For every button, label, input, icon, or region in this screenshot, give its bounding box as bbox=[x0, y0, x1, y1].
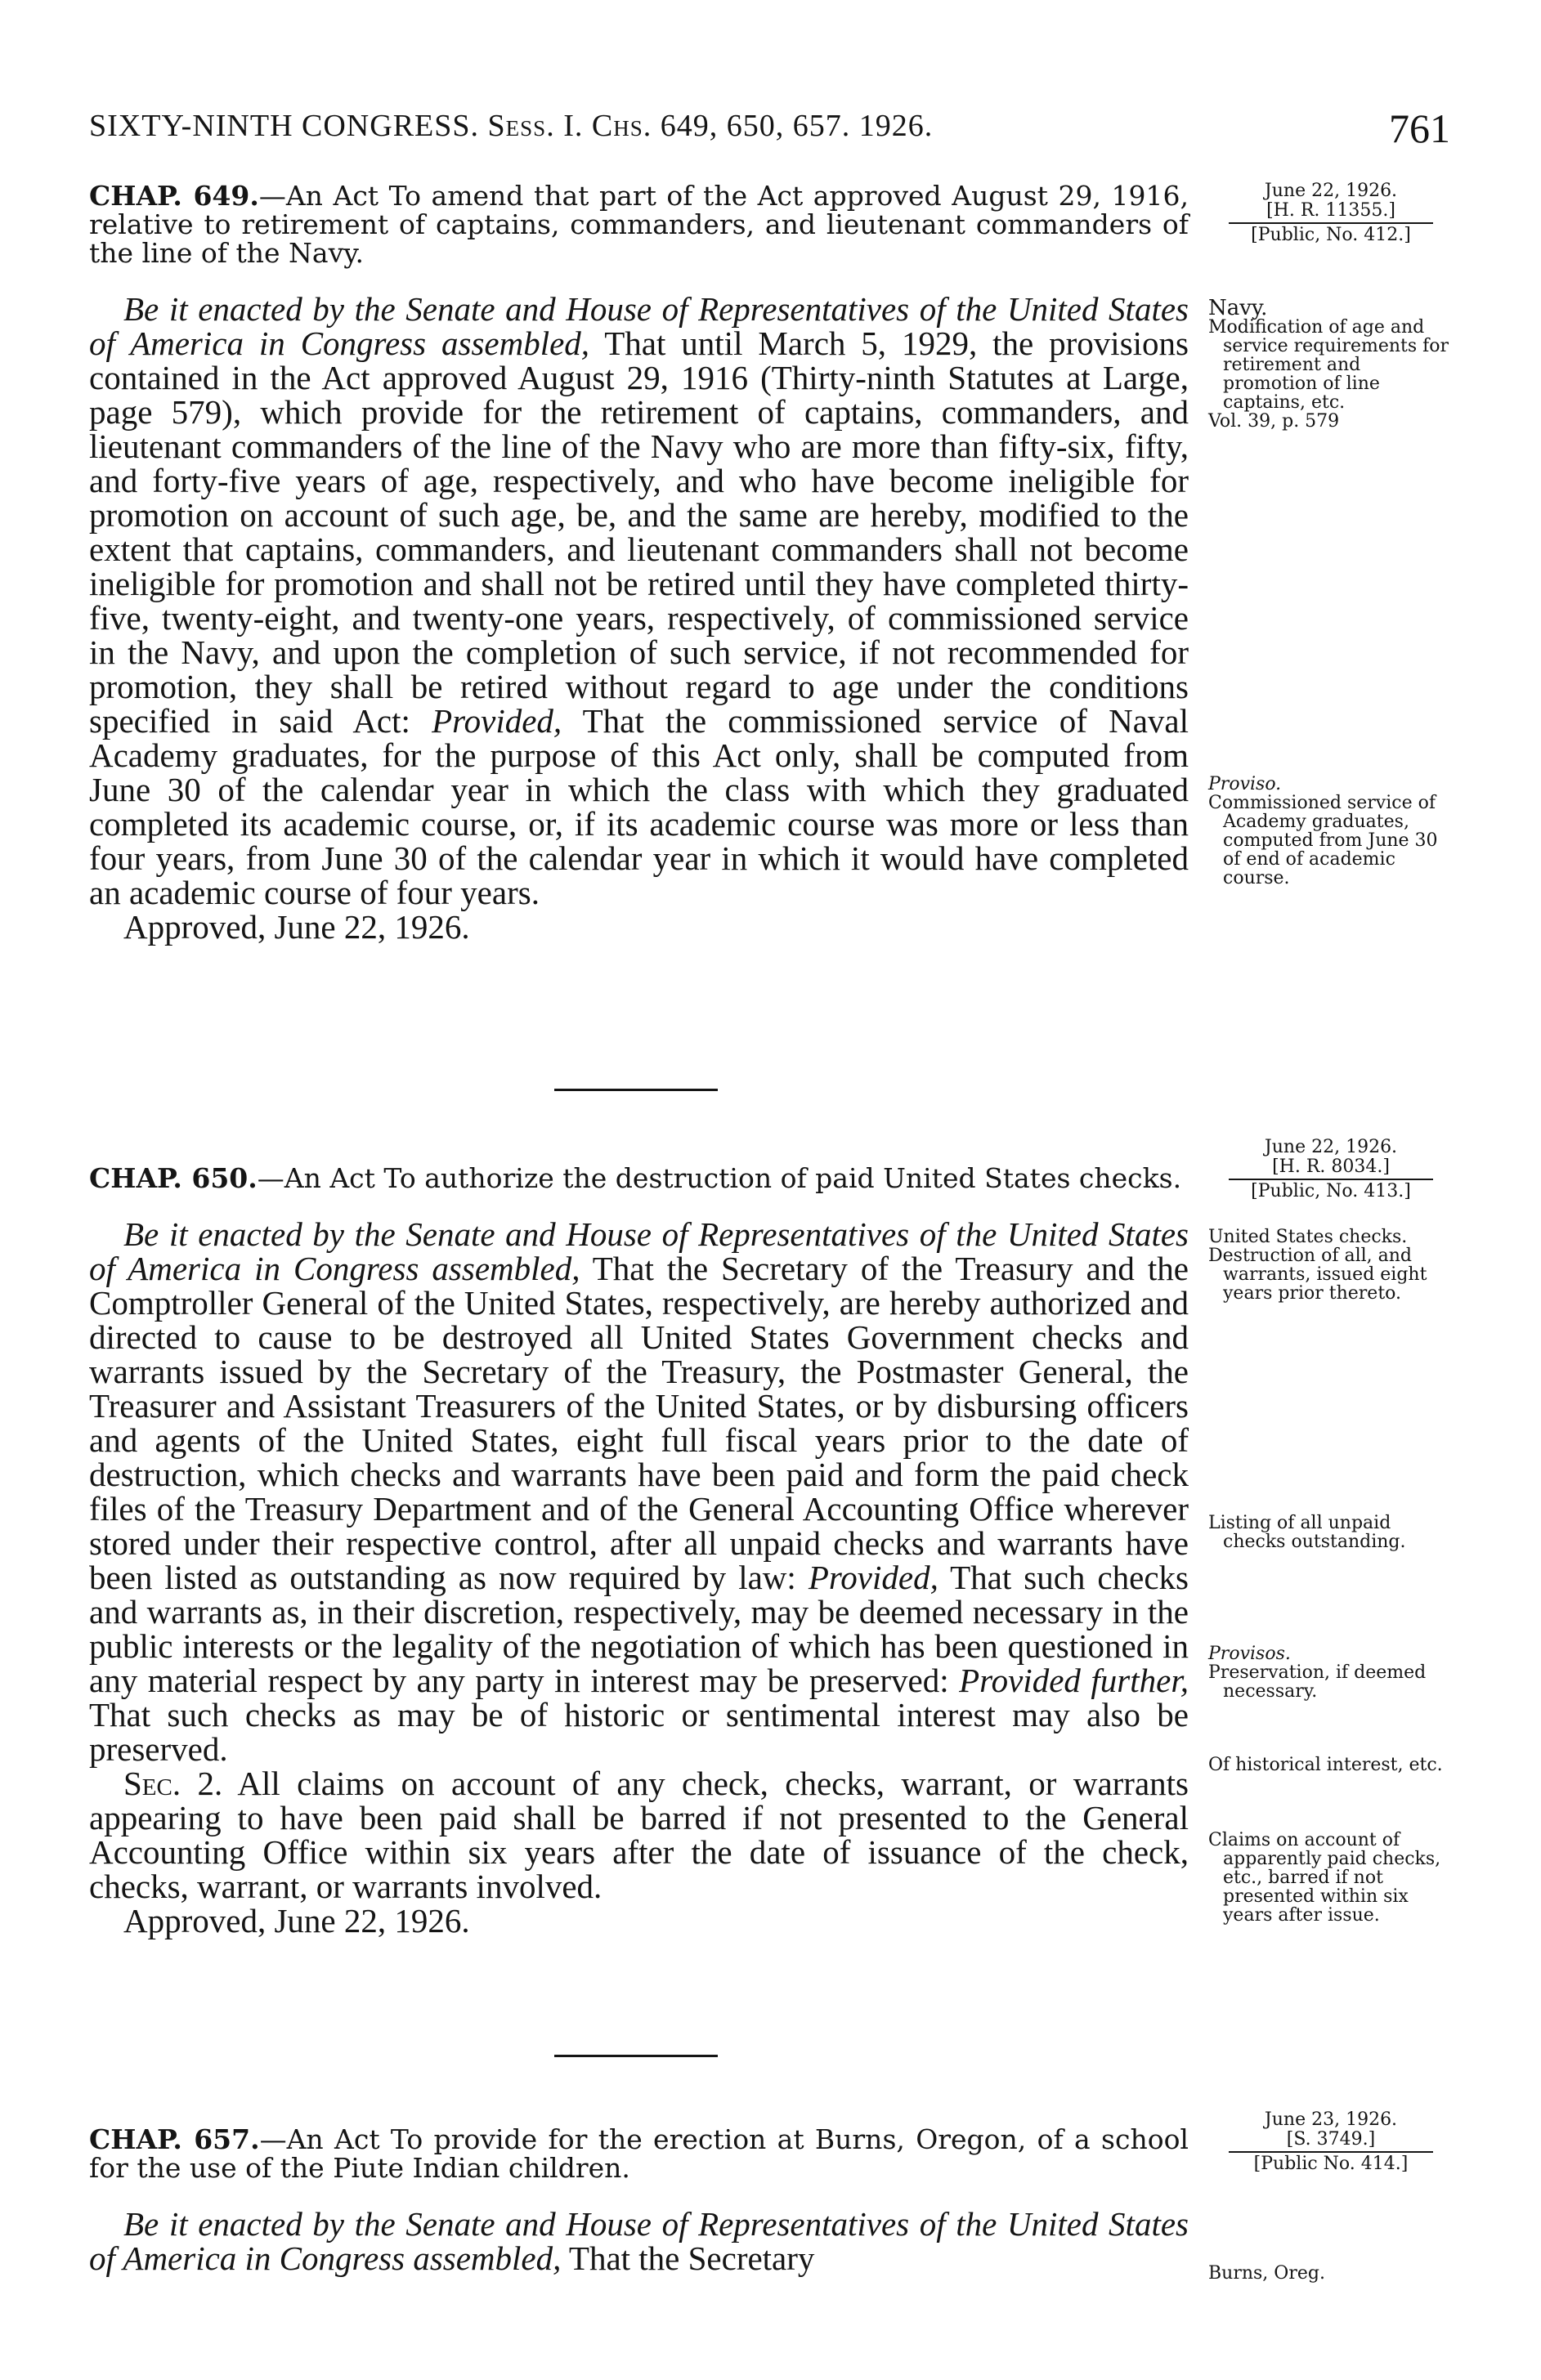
chap-657-body bbox=[89, 2207, 1189, 2275]
running-title bbox=[89, 108, 933, 144]
margin-note-heading: Proviso. bbox=[1208, 774, 1282, 794]
margin-rule bbox=[1229, 222, 1433, 224]
chap-650-sec-2-text: All claims on account of any check, checks, warrant, or warrants appearing to have been paid shall be barred if not presented to the General Accounting Office within six years after the date of issuance of the check, checks, warrant, or warrants involved. bbox=[89, 1765, 1189, 1905]
chap-650-sec-2 bbox=[89, 1766, 1189, 1904]
margin-note-text: Claims on account of apparently paid checks, etc., barred if not presented within six years after issue. bbox=[1208, 1830, 1441, 1926]
chap-650-approved: Approved, June 22, 1926. bbox=[123, 1902, 470, 1939]
margin-note-citation: Vol. 39, p. 579 bbox=[1208, 411, 1340, 432]
chap-650-body bbox=[89, 1217, 1189, 1766]
chap-649-body bbox=[89, 292, 1189, 910]
margin-note-burns bbox=[1208, 2264, 1454, 2283]
margin-note-heading: Provisos. bbox=[1208, 1644, 1291, 1664]
chap-650-heading: CHAP. 650. bbox=[89, 1162, 258, 1194]
chap-657-enacting-clause: Be it enacted by the Senate and House of Representatives of the United States of America in Congress assembled, bbox=[89, 2205, 1189, 2277]
chap-649-text-1: That until March 5, 1929, the provisions contained in the Act approved August 29, 1916 (Thirty-ninth Statutes at Large, page 579), which provide for the retirement of captains, commanders, and lieutenant commanders of the line of the Navy who are more than fifty-six, fifty, and forty-five years of age, respectively, and who have become ineligible for promotion on account of such age, be, and the same are hereby, modified to the extent that captains, commanders, and lieutenant commanders shall not become ineligible for promotion and shall not be retired until they have completed thirty-five, twenty-eight, and twenty-one years, respectively, of commissioned service in the Navy, and upon the completion of such service, if not recommended for promotion, they shall be retired without regard to age under the conditions specified in said Act: bbox=[89, 324, 1189, 740]
margin-bill-number: [S. 3749.] bbox=[1286, 2129, 1376, 2150]
margin-date: June 23, 1926. bbox=[1264, 2109, 1398, 2130]
chap-657-title bbox=[89, 2125, 1189, 2182]
running-header bbox=[89, 105, 1450, 165]
margin-note-historical bbox=[1208, 1756, 1454, 1774]
chap-650-text-1: That the Secretary of the Treasury and the Comptroller General of the United States, respectively, are hereby authorized and directed to cause to be destroyed all United States Government checks and warrants issued by the Secretary of the Treasury, the Postmaster General, the Treasurer and Assistant Treasurers of the United States, or by disbursing officers and agents of the United States, eight full fiscal years prior to the date of destruction, which checks and warrants have been paid and form the paid check files of the Treasury Department and of the General Accounting Office wherever stored under their respective control, after all unpaid checks and warrants have been listed as outstanding as now required by law: bbox=[89, 1250, 1189, 1596]
margin-rule bbox=[1229, 2151, 1433, 2153]
chap-649-section bbox=[89, 181, 1189, 944]
congress-label: SIXTY-NINTH CONGRESS. bbox=[89, 109, 480, 143]
margin-note-text: Modification of age and service requirements for retirement and promotion of line captains, etc. bbox=[1208, 317, 1449, 413]
margin-note-text: Destruction of all, and warrants, issued eight years prior thereto. bbox=[1208, 1246, 1427, 1304]
year-label: 1926. bbox=[858, 109, 934, 143]
margin-note-navy bbox=[1208, 296, 1454, 432]
chapters-label: Chs. 649, 650, 657. bbox=[591, 109, 851, 143]
page-number: 761 bbox=[1389, 105, 1450, 151]
chap-650-title bbox=[89, 1164, 1189, 1192]
chap-657-heading: CHAP. 657. bbox=[89, 2123, 260, 2155]
margin-note-checks bbox=[1208, 1228, 1454, 1303]
chap-649-approved: Approved, June 22, 1926. bbox=[123, 908, 470, 946]
margin-date: June 22, 1926. bbox=[1264, 181, 1398, 201]
session-label: Sess. I. bbox=[487, 109, 584, 143]
chap-649-margin-citation bbox=[1208, 181, 1454, 245]
chap-657-margin-citation bbox=[1208, 2110, 1454, 2174]
chap-650-section bbox=[89, 1164, 1189, 1938]
chap-650-proviso-word: Provided, bbox=[808, 1559, 938, 1596]
chap-650-proviso-further-word: Provided further, bbox=[959, 1662, 1189, 1699]
chap-650-text-3: That such checks as may be of historic or sentimental interest may also be preserved. bbox=[89, 1696, 1189, 1768]
margin-bill-number: [H. R. 11355.] bbox=[1266, 200, 1395, 221]
chap-649-text-2: That the commissioned service of Naval Academy graduates, for the purpose of this Act only, shall be computed from June 30 of the calendar year in which the class with which they graduated completed its academic course, or, if its academic course was more or less than four years, from June 30 of the calendar year in which it would have completed an academic course of four years. bbox=[89, 702, 1189, 911]
section-divider bbox=[554, 2055, 718, 2057]
chap-649-title-text: —An Act To amend that part of the Act approved August 29, 1916, relative to retirement of captains, commanders, and lieutenant commanders of the line of the Navy. bbox=[89, 180, 1189, 269]
section-divider bbox=[554, 1089, 718, 1091]
margin-note-text: Of historical interest, etc. bbox=[1208, 1755, 1443, 1775]
margin-note-heading: United States checks. bbox=[1208, 1227, 1408, 1247]
margin-note-text: Commissioned service of Academy graduates, computed from June 30 of end of academic course. bbox=[1208, 793, 1438, 888]
margin-note-heading: Burns, Oreg. bbox=[1208, 2263, 1325, 2284]
margin-public-number: [Public, No. 413.] bbox=[1251, 1181, 1411, 1201]
margin-note-proviso bbox=[1208, 775, 1454, 888]
margin-rule bbox=[1229, 1179, 1433, 1180]
chap-657-title-text: —An Act To provide for the erection at Burns, Oregon, of a school for the use of the Piute Indian children. bbox=[89, 2123, 1189, 2184]
chap-649-title bbox=[89, 181, 1189, 267]
chap-649-heading: CHAP. 649. bbox=[89, 180, 259, 212]
chap-657-text-1: That the Secretary bbox=[561, 2239, 815, 2277]
chap-650-enacting-clause: Be it enacted by the Senate and House of Representatives of the United States of America in Congress assembled, bbox=[89, 1215, 1189, 1287]
margin-bill-number: [H. R. 8034.] bbox=[1272, 1156, 1390, 1177]
margin-note-provisos bbox=[1208, 1644, 1454, 1701]
chap-650-margin-citation bbox=[1208, 1138, 1454, 1201]
chap-657-section bbox=[89, 2125, 1189, 2275]
chap-649-enacting-clause: Be it enacted by the Senate and House of Representatives of the United States of America in Congress assembled, bbox=[89, 290, 1189, 362]
margin-note-text: Listing of all unpaid checks outstanding. bbox=[1208, 1513, 1406, 1552]
chap-650-text-2: That such checks and warrants as, in their discretion, respectively, may be deemed necessary in the public interests or the legality of the negotiation of which has been questioned in any material respect by any party in interest may be preserved: bbox=[89, 1559, 1189, 1699]
chap-650-title-text: —An Act To authorize the destruction of paid United States checks. bbox=[257, 1162, 1182, 1194]
margin-note-listing bbox=[1208, 1514, 1454, 1551]
margin-note-text: Preservation, if deemed necessary. bbox=[1208, 1662, 1427, 1702]
margin-note-claims bbox=[1208, 1831, 1454, 1925]
margin-date: June 22, 1926. bbox=[1264, 1137, 1398, 1157]
margin-note-heading: Navy. bbox=[1208, 296, 1268, 320]
margin-public-number: [Public, No. 412.] bbox=[1251, 225, 1411, 245]
chap-649-proviso-word: Provided, bbox=[432, 702, 562, 740]
chap-650-sec-2-label: Sec. 2. bbox=[123, 1765, 223, 1802]
margin-public-number: [Public No. 414.] bbox=[1253, 2154, 1409, 2174]
